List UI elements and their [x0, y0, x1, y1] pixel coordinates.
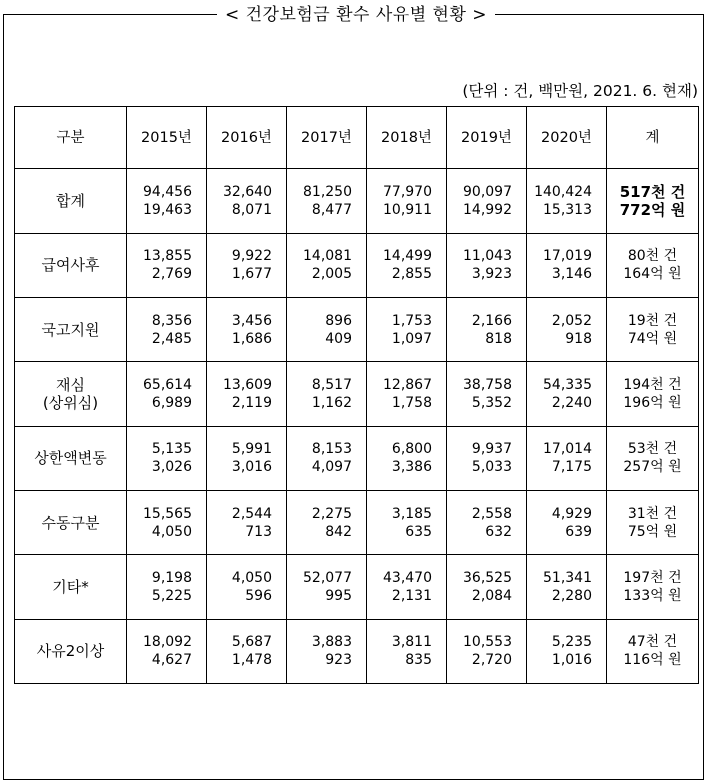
- total-cases: 31천 건: [627, 505, 678, 522]
- amount-value: 2,485: [151, 330, 192, 347]
- data-cell: [287, 169, 367, 233]
- table-row: [15, 426, 699, 490]
- data-cell: [127, 297, 207, 361]
- case-count: 52,077: [303, 569, 352, 586]
- data-cell: [127, 619, 207, 683]
- case-count: 2,166: [471, 312, 512, 329]
- amount-value: 1,677: [231, 266, 272, 283]
- amount-value: 10,911: [383, 201, 432, 218]
- amount-value: 14,992: [463, 201, 512, 218]
- case-count: 5,687: [231, 634, 272, 651]
- case-count: 77,970: [383, 183, 432, 200]
- amount-value: 15,313: [543, 201, 592, 218]
- column-header: 2019년: [447, 107, 527, 169]
- amount-value: 8,477: [311, 201, 352, 218]
- case-count: 54,335: [543, 376, 592, 393]
- amount-value: 8,071: [231, 201, 272, 218]
- case-count: 896: [325, 312, 352, 329]
- case-count: 3,883: [311, 634, 352, 651]
- case-count: 4,929: [551, 505, 592, 522]
- data-cell: [127, 233, 207, 297]
- total-amount: 196억 원: [623, 394, 682, 411]
- amount-value: 3,146: [551, 266, 592, 283]
- case-count: 90,097: [463, 183, 512, 200]
- column-header: 2020년: [527, 107, 607, 169]
- case-count: 11,043: [463, 248, 512, 265]
- row-label: [15, 169, 127, 233]
- data-cell: [527, 169, 607, 233]
- table-row: [15, 362, 699, 426]
- data-cell: [287, 362, 367, 426]
- column-header: 계: [607, 107, 699, 169]
- data-cell: [527, 297, 607, 361]
- case-count: 8,153: [311, 441, 352, 458]
- case-count: 14,499: [383, 248, 432, 265]
- amount-value: 5,352: [471, 394, 512, 411]
- column-header: 2017년: [287, 107, 367, 169]
- amount-value: 4,050: [151, 523, 192, 540]
- row-label-text: 상한액변동: [34, 449, 107, 468]
- case-count: 3,185: [391, 505, 432, 522]
- data-cell: [287, 426, 367, 490]
- data-cell: [287, 297, 367, 361]
- amount-value: 1,478: [231, 652, 272, 669]
- data-cell: [447, 619, 527, 683]
- total-amount: 772억 원: [619, 200, 686, 219]
- data-cell: [207, 233, 287, 297]
- amount-value: 632: [485, 523, 512, 540]
- amount-value: 3,923: [471, 266, 512, 283]
- amount-value: 6,989: [151, 394, 192, 411]
- row-label-text: 기타*: [52, 577, 89, 596]
- data-cell: [287, 555, 367, 619]
- row-label-text: (상위심): [42, 393, 99, 412]
- case-count: 15,565: [143, 505, 192, 522]
- data-cell: [207, 297, 287, 361]
- case-count: 3,456: [231, 312, 272, 329]
- data-cell: [527, 555, 607, 619]
- document-title: < 건강보험금 환수 사유별 현황 >: [217, 4, 495, 26]
- data-cell: [207, 555, 287, 619]
- amount-value: 2,720: [471, 652, 512, 669]
- refund-table: [14, 106, 699, 684]
- total-amount: 164억 원: [623, 266, 682, 283]
- total-cell: [607, 297, 699, 361]
- amount-value: 3,386: [391, 459, 432, 476]
- case-count: 9,922: [231, 248, 272, 265]
- row-label-text: 재심: [56, 375, 85, 394]
- amount-value: 835: [405, 652, 432, 669]
- amount-value: 2,855: [391, 266, 432, 283]
- data-cell: [527, 490, 607, 554]
- case-count: 3,811: [391, 634, 432, 651]
- case-count: 12,867: [383, 376, 432, 393]
- amount-value: 1,162: [311, 394, 352, 411]
- case-count: 17,014: [543, 441, 592, 458]
- data-cell: [447, 297, 527, 361]
- data-cell: [447, 555, 527, 619]
- case-count: 8,356: [151, 312, 192, 329]
- total-cases: 194천 건: [623, 376, 682, 393]
- data-cell: [127, 490, 207, 554]
- case-count: 5,135: [151, 441, 192, 458]
- amount-value: 1,686: [231, 330, 272, 347]
- data-cell: [447, 490, 527, 554]
- data-cell: [127, 362, 207, 426]
- column-header: 2015년: [127, 107, 207, 169]
- case-count: 5,235: [551, 634, 592, 651]
- data-cell: [527, 362, 607, 426]
- data-cell: [447, 362, 527, 426]
- total-cases: 197천 건: [623, 569, 682, 586]
- case-count: 2,275: [311, 505, 352, 522]
- row-label: [15, 233, 127, 297]
- data-cell: [447, 169, 527, 233]
- title-bar: [0, 3, 712, 27]
- case-count: 36,525: [463, 569, 512, 586]
- data-cell: [367, 362, 447, 426]
- table-row: [15, 619, 699, 683]
- case-count: 10,553: [463, 634, 512, 651]
- data-cell: [367, 555, 447, 619]
- row-label: [15, 426, 127, 490]
- amount-value: 1,097: [391, 330, 432, 347]
- data-cell: [127, 169, 207, 233]
- data-cell: [367, 619, 447, 683]
- total-cell: [607, 619, 699, 683]
- total-cases: 19천 건: [627, 312, 678, 329]
- data-cell: [367, 169, 447, 233]
- data-cell: [447, 233, 527, 297]
- total-cell: [607, 169, 699, 233]
- case-count: 4,050: [231, 569, 272, 586]
- table-row: [15, 490, 699, 554]
- data-cell: [527, 619, 607, 683]
- case-count: 94,456: [143, 183, 192, 200]
- data-cell: [207, 169, 287, 233]
- amount-value: 842: [325, 523, 352, 540]
- amount-value: 2,005: [311, 266, 352, 283]
- case-count: 1,753: [391, 312, 432, 329]
- case-count: 13,609: [223, 376, 272, 393]
- case-count: 43,470: [383, 569, 432, 586]
- case-count: 6,800: [391, 441, 432, 458]
- case-count: 65,614: [143, 376, 192, 393]
- data-cell: [207, 362, 287, 426]
- amount-value: 5,033: [471, 459, 512, 476]
- case-count: 2,544: [231, 505, 272, 522]
- case-count: 2,052: [551, 312, 592, 329]
- case-count: 17,019: [543, 248, 592, 265]
- amount-value: 1,016: [551, 652, 592, 669]
- case-count: 18,092: [143, 634, 192, 651]
- total-cases: 47천 건: [627, 634, 678, 651]
- amount-value: 2,769: [151, 266, 192, 283]
- data-cell: [207, 619, 287, 683]
- total-cell: [607, 490, 699, 554]
- column-header: 구분: [15, 107, 127, 169]
- case-count: 32,640: [223, 183, 272, 200]
- data-cell: [287, 619, 367, 683]
- case-count: 2,558: [471, 505, 512, 522]
- total-cases: 80천 건: [627, 248, 678, 265]
- amount-value: 5,225: [151, 587, 192, 604]
- amount-value: 3,016: [231, 459, 272, 476]
- amount-value: 2,131: [391, 587, 432, 604]
- total-cases: 53천 건: [627, 441, 678, 458]
- row-label-text: 사유2이상: [36, 642, 105, 661]
- amount-value: 918: [565, 330, 592, 347]
- total-amount: 74억 원: [627, 330, 678, 347]
- unit-note: (단위 : 건, 백만원, 2021. 6. 현재): [462, 82, 698, 100]
- amount-value: 2,084: [471, 587, 512, 604]
- row-label-text: 국고지원: [41, 320, 100, 339]
- amount-value: 3,026: [151, 459, 192, 476]
- amount-value: 2,119: [231, 394, 272, 411]
- amount-value: 635: [405, 523, 432, 540]
- case-count: 81,250: [303, 183, 352, 200]
- amount-value: 713: [245, 523, 272, 540]
- total-amount: 257억 원: [623, 459, 682, 476]
- column-header: 2016년: [207, 107, 287, 169]
- data-cell: [367, 490, 447, 554]
- table-row: [15, 555, 699, 619]
- row-label: [15, 490, 127, 554]
- row-label: [15, 297, 127, 361]
- data-cell: [207, 490, 287, 554]
- data-cell: [127, 555, 207, 619]
- data-cell: [527, 426, 607, 490]
- case-count: 5,991: [231, 441, 272, 458]
- total-amount: 116억 원: [623, 652, 682, 669]
- amount-value: 4,097: [311, 459, 352, 476]
- data-cell: [367, 426, 447, 490]
- case-count: 14,081: [303, 248, 352, 265]
- amount-value: 818: [485, 330, 512, 347]
- case-count: 13,855: [143, 248, 192, 265]
- data-cell: [367, 233, 447, 297]
- case-count: 8,517: [311, 376, 352, 393]
- total-cell: [607, 362, 699, 426]
- amount-value: 923: [325, 652, 352, 669]
- case-count: 9,937: [471, 441, 512, 458]
- table-row: [15, 233, 699, 297]
- data-cell: [287, 233, 367, 297]
- case-count: 140,424: [534, 183, 592, 200]
- row-label: [15, 555, 127, 619]
- amount-value: 19,463: [143, 201, 192, 218]
- amount-value: 995: [325, 587, 352, 604]
- data-cell: [367, 297, 447, 361]
- row-label: [15, 362, 127, 426]
- case-count: 51,341: [543, 569, 592, 586]
- row-label-text: 수동구분: [41, 513, 100, 532]
- row-label-text: 합계: [56, 191, 85, 210]
- total-amount: 75억 원: [627, 523, 678, 540]
- table-row: [15, 169, 699, 233]
- total-cases: 517천 건: [619, 182, 686, 201]
- amount-value: 4,627: [151, 652, 192, 669]
- amount-value: 596: [245, 587, 272, 604]
- amount-value: 639: [565, 523, 592, 540]
- total-amount: 133억 원: [623, 587, 682, 604]
- amount-value: 409: [325, 330, 352, 347]
- case-count: 9,198: [151, 569, 192, 586]
- data-cell: [127, 426, 207, 490]
- table-header-row: [15, 107, 699, 169]
- amount-value: 1,758: [391, 394, 432, 411]
- amount-value: 2,240: [551, 394, 592, 411]
- row-label-text: 급여사후: [41, 256, 100, 275]
- case-count: 38,758: [463, 376, 512, 393]
- table-row: [15, 297, 699, 361]
- row-label: [15, 619, 127, 683]
- total-cell: [607, 233, 699, 297]
- total-cell: [607, 426, 699, 490]
- total-cell: [607, 555, 699, 619]
- amount-value: 2,280: [551, 587, 592, 604]
- amount-value: 7,175: [551, 459, 592, 476]
- data-cell: [207, 426, 287, 490]
- data-cell: [527, 233, 607, 297]
- column-header: 2018년: [367, 107, 447, 169]
- data-cell: [287, 490, 367, 554]
- data-cell: [447, 426, 527, 490]
